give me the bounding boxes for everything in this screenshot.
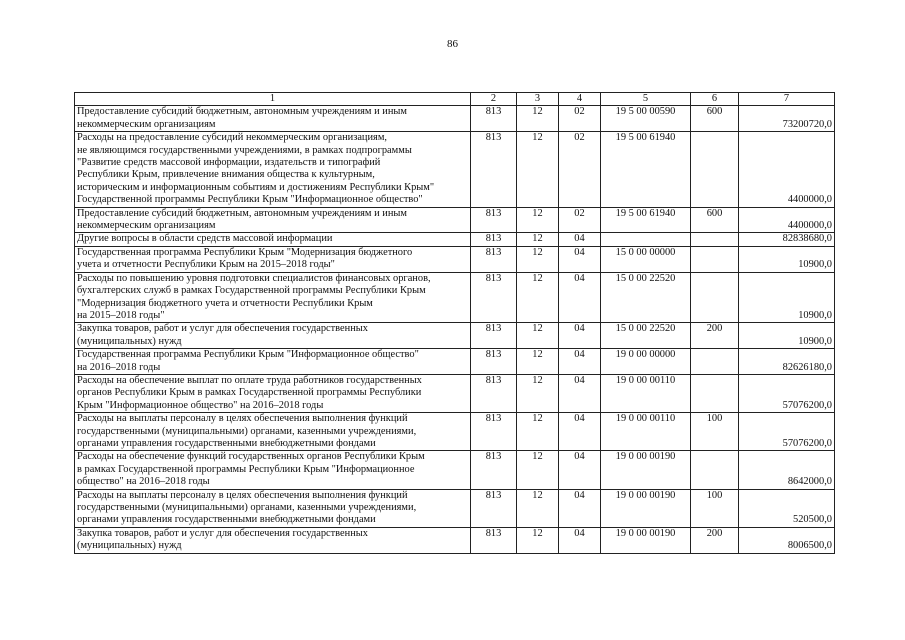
row-col4: 04 (559, 374, 601, 412)
row-col2: 813 (471, 413, 517, 451)
row-col5: 19 5 00 00590 (601, 106, 691, 132)
row-name: Расходы на предоставление субсидий некоммерческим организациям, не являющимся государственными учреждениями, в рамках подпрограммы "Развитие средств массовой информации, издательств и типографий Республики Крым, привлечение внимания общества к культурным, историческим и информационным событиям и достижениям Республики Крым" Государственной программы Республики Крым "Информационное общество" (75, 132, 471, 207)
row-col3: 12 (517, 132, 559, 207)
row-name: Предоставление субсидий бюджетным, автономным учреждениям и иным некоммерческим организациям (75, 106, 471, 132)
table-row (75, 349, 835, 375)
header-col-1: 1 (75, 93, 471, 106)
row-col3: 12 (517, 527, 559, 553)
row-amount: 82838680,0 (739, 233, 835, 246)
row-name: Расходы по повышению уровня подготовки специалистов финансовых органов, бухгалтерских служб в рамках Государственной программы Республики Крым "Модернизация бюджетного учета и отчетности Республики Крым на 2015–2018 годы" (75, 272, 471, 323)
table-row (75, 489, 835, 527)
table-row (75, 233, 835, 246)
row-col2: 813 (471, 106, 517, 132)
row-name: Расходы на обеспечение выплат по оплате труда работников государственных органов Республики Крым в рамках Государственной программы Республики Крым "Информационное общество" на 2016–2018 годы (75, 374, 471, 412)
row-col5: 15 0 00 22520 (601, 272, 691, 323)
header-col-7: 7 (739, 93, 835, 106)
row-col3: 12 (517, 413, 559, 451)
row-name: Закупка товаров, работ и услуг для обеспечения государственных (муниципальных) нужд (75, 323, 471, 349)
table-row (75, 413, 835, 451)
table-row (75, 374, 835, 412)
row-col5: 19 0 00 00000 (601, 349, 691, 375)
table-row (75, 272, 835, 323)
row-col6 (691, 246, 739, 272)
row-col6 (691, 349, 739, 375)
table-body (75, 106, 835, 553)
row-col2: 813 (471, 527, 517, 553)
row-col5: 19 0 00 00190 (601, 527, 691, 553)
row-col4: 02 (559, 207, 601, 233)
row-col6: 600 (691, 207, 739, 233)
row-col6 (691, 272, 739, 323)
row-name: Закупка товаров, работ и услуг для обеспечения государственных (муниципальных) нужд (75, 527, 471, 553)
row-col6 (691, 451, 739, 489)
row-col3: 12 (517, 374, 559, 412)
row-amount: 520500,0 (739, 489, 835, 527)
row-amount: 4400000,0 (739, 132, 835, 207)
row-col4: 04 (559, 349, 601, 375)
row-col5: 19 5 00 61940 (601, 132, 691, 207)
table-row (75, 323, 835, 349)
row-col4: 04 (559, 489, 601, 527)
row-col2: 813 (471, 246, 517, 272)
table-header (75, 93, 835, 106)
row-col2: 813 (471, 207, 517, 233)
header-col-5: 5 (601, 93, 691, 106)
row-name: Государственная программа Республики Крым "Информационное общество" на 2016–2018 годы (75, 349, 471, 375)
row-col6 (691, 374, 739, 412)
row-col3: 12 (517, 349, 559, 375)
row-col6: 600 (691, 106, 739, 132)
row-name: Расходы на выплаты персоналу в целях обеспечения выполнения функций государственными (муниципальными) органами, казенными учреждениями, органами управления государственными внебюджетными фондами (75, 413, 471, 451)
page-number: 86 (447, 38, 458, 50)
row-col5: 19 0 00 00110 (601, 413, 691, 451)
row-col2: 813 (471, 272, 517, 323)
row-col6: 200 (691, 323, 739, 349)
row-col4: 04 (559, 527, 601, 553)
row-name: Предоставление субсидий бюджетным, автономным учреждениям и иным некоммерческим организациям (75, 207, 471, 233)
row-name: Расходы на выплаты персоналу в целях обеспечения выполнения функций государственными (муниципальными) органами, казенными учреждениями, органами управления государственными внебюджетными фондами (75, 489, 471, 527)
row-col4: 04 (559, 413, 601, 451)
row-col2: 813 (471, 451, 517, 489)
row-col2: 813 (471, 349, 517, 375)
row-col3: 12 (517, 489, 559, 527)
row-col6: 100 (691, 489, 739, 527)
row-col4: 04 (559, 233, 601, 246)
row-col2: 813 (471, 132, 517, 207)
table-row (75, 132, 835, 207)
header-col-3: 3 (517, 93, 559, 106)
row-col3: 12 (517, 272, 559, 323)
row-col5: 19 0 00 00110 (601, 374, 691, 412)
row-col5: 15 0 00 00000 (601, 246, 691, 272)
row-col5: 15 0 00 22520 (601, 323, 691, 349)
row-col3: 12 (517, 246, 559, 272)
row-col4: 04 (559, 246, 601, 272)
row-amount: 10900,0 (739, 246, 835, 272)
row-name: Другие вопросы в области средств массовой информации (75, 233, 471, 246)
row-col5: 19 5 00 61940 (601, 207, 691, 233)
budget-table (74, 92, 835, 554)
row-col6 (691, 132, 739, 207)
row-col3: 12 (517, 207, 559, 233)
row-col2: 813 (471, 489, 517, 527)
row-amount: 73200720,0 (739, 106, 835, 132)
table-row (75, 106, 835, 132)
row-amount: 4400000,0 (739, 207, 835, 233)
table-row (75, 527, 835, 553)
header-col-2: 2 (471, 93, 517, 106)
row-col5: 19 0 00 00190 (601, 489, 691, 527)
row-col4: 02 (559, 132, 601, 207)
table-row (75, 246, 835, 272)
header-col-4: 4 (559, 93, 601, 106)
row-amount: 8642000,0 (739, 451, 835, 489)
row-col4: 02 (559, 106, 601, 132)
row-name: Расходы на обеспечение функций государственных органов Республики Крым в рамках Государственной программы Республики Крым "Информационное общество" на 2016–2018 годы (75, 451, 471, 489)
row-amount: 8006500,0 (739, 527, 835, 553)
row-amount: 10900,0 (739, 323, 835, 349)
row-col3: 12 (517, 451, 559, 489)
row-col5: 19 0 00 00190 (601, 451, 691, 489)
header-row (75, 93, 835, 106)
table-row (75, 207, 835, 233)
row-amount: 82626180,0 (739, 349, 835, 375)
row-col6: 200 (691, 527, 739, 553)
table-row (75, 451, 835, 489)
header-col-6: 6 (691, 93, 739, 106)
row-amount: 10900,0 (739, 272, 835, 323)
row-col3: 12 (517, 106, 559, 132)
row-col6: 100 (691, 413, 739, 451)
row-col3: 12 (517, 233, 559, 246)
row-amount: 57076200,0 (739, 374, 835, 412)
row-col4: 04 (559, 272, 601, 323)
row-col5 (601, 233, 691, 246)
row-amount: 57076200,0 (739, 413, 835, 451)
row-col4: 04 (559, 323, 601, 349)
row-col4: 04 (559, 451, 601, 489)
row-col3: 12 (517, 323, 559, 349)
row-col6 (691, 233, 739, 246)
row-name: Государственная программа Республики Крым "Модернизация бюджетного учета и отчетности Республики Крым на 2015–2018 годы" (75, 246, 471, 272)
row-col2: 813 (471, 323, 517, 349)
row-col2: 813 (471, 374, 517, 412)
row-col2: 813 (471, 233, 517, 246)
